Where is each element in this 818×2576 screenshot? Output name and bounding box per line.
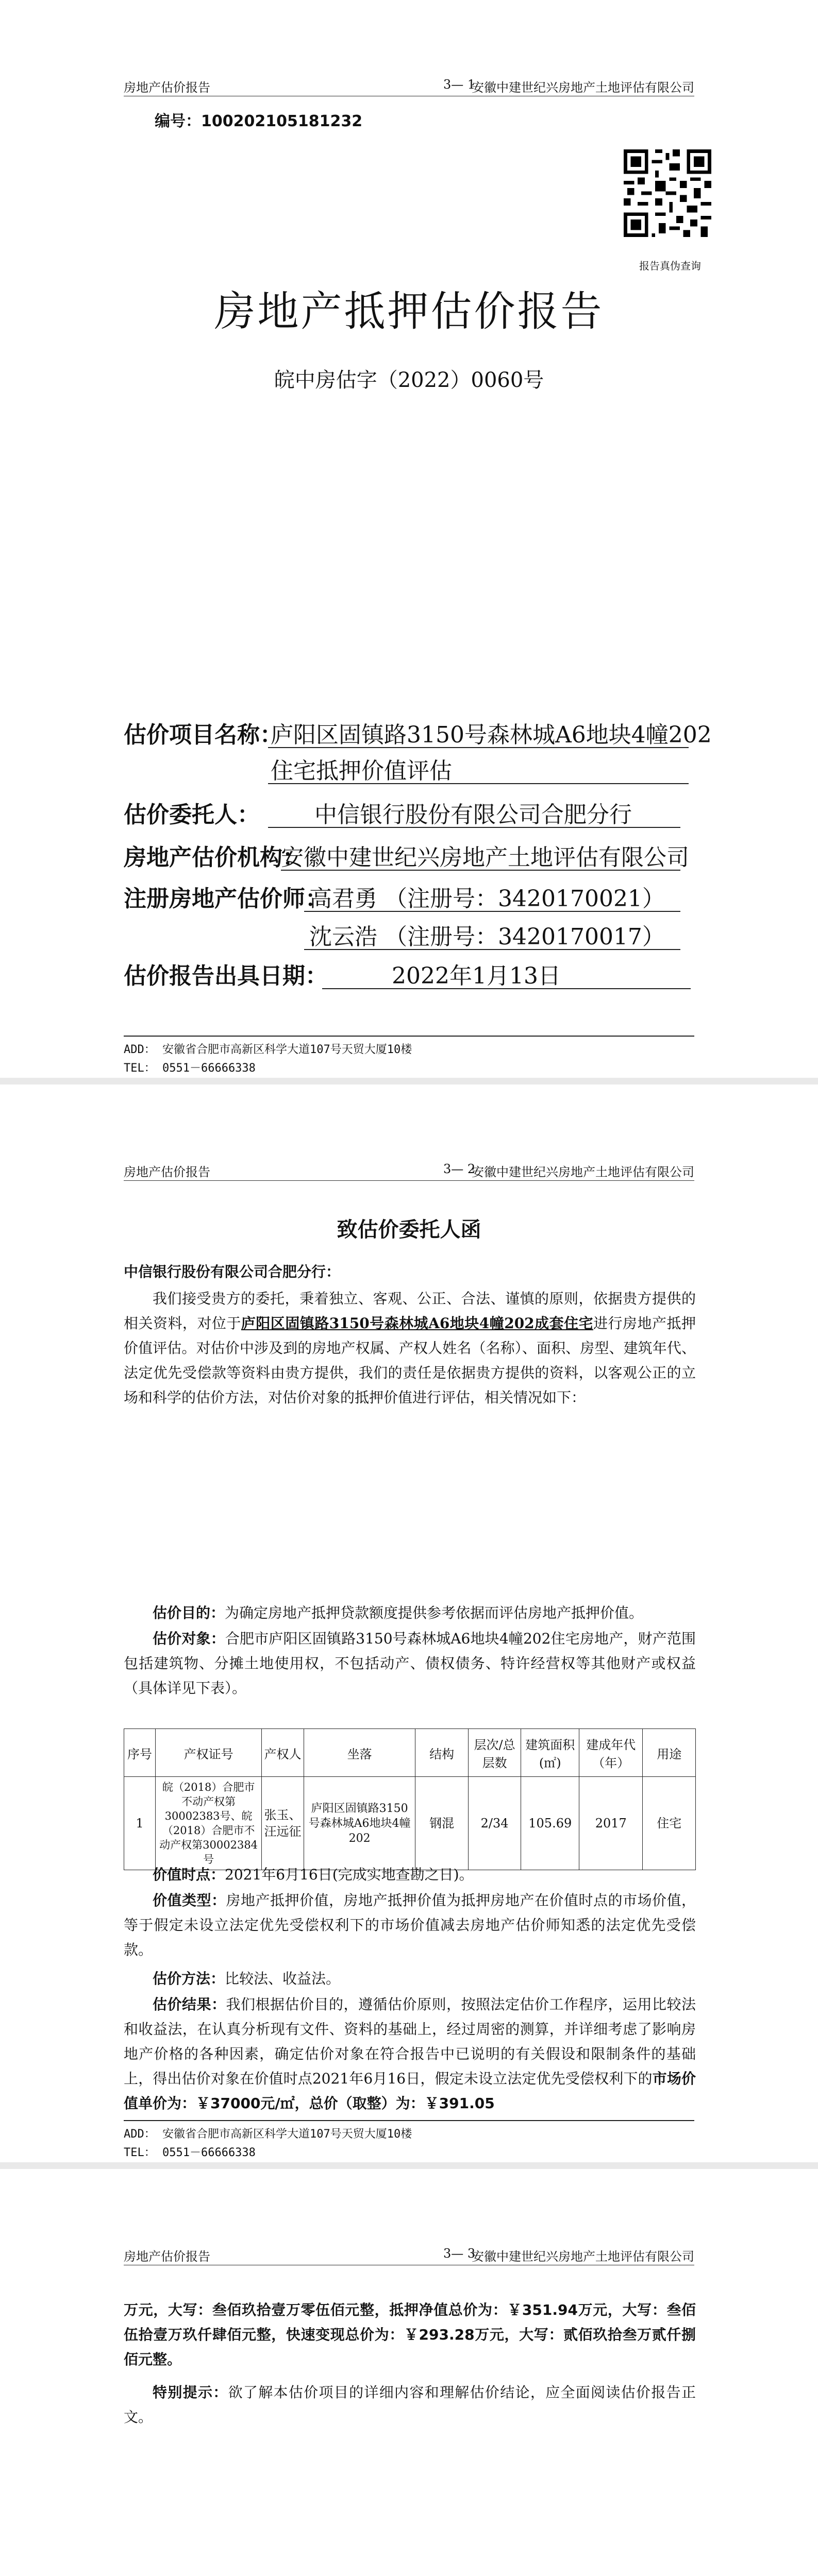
report-page-2 bbox=[0, 1084, 818, 2162]
method-label: 估价方法： bbox=[153, 1970, 225, 1987]
table-cell: 张玉、汪远征 bbox=[262, 1777, 304, 1870]
field-value: 安徽中建世纪兴房地产土地评估有限公司 bbox=[281, 844, 689, 871]
letter-result-continued: 万元，大写：叁佰玖拾壹万零伍佰元整，抵押净值总价为：￥351.94万元，大写：叁佰伍拾壹万玖仟肆佰元整，快速变现总价为：￥293.28万元，大写：贰佰玖拾叁万贰仟捌佰元整。 bbox=[124, 2301, 696, 2368]
table-header: 用途 bbox=[643, 1729, 696, 1777]
object-label: 估价对象： bbox=[153, 1630, 225, 1647]
property-table bbox=[124, 1728, 696, 1870]
header-right: 安徽中建世纪兴房地产土地评估有限公司 bbox=[472, 80, 694, 95]
field-value: 2022年1月13日 bbox=[392, 963, 561, 989]
field-value: 中信银行股份有限公司合肥分行 bbox=[314, 802, 632, 828]
table-header: 结构 bbox=[415, 1729, 469, 1777]
field-value: 高君勇 （注册号：3420170021） bbox=[309, 886, 665, 912]
intro-text-rest: 进行房地产抵押价值评估。对估价中涉及到的房地产权属、产权人姓名（名称）、面积、房型、建筑年代、法定优先受偿款等资料由贵方提供，我们的责任是依据贵方提供的资料，以客观公正的立场和科学的估价方法，对估价对象的抵押价值进行评估，相关情况如下： bbox=[124, 1315, 696, 1406]
document-number: 编号：100202105181232 bbox=[155, 112, 363, 130]
letter-addressee: 中信银行股份有限公司合肥分行： bbox=[124, 1263, 341, 1280]
field-label: 估价委托人： bbox=[124, 802, 260, 828]
letter-value-type bbox=[124, 1888, 696, 1962]
table-header: 建成年代（年） bbox=[579, 1729, 643, 1777]
field-value: 沈云浩 （注册号：3420170017） bbox=[309, 924, 665, 950]
field-underline bbox=[281, 870, 680, 871]
field-label: 注册房地产估价师： bbox=[124, 886, 328, 912]
header-left: 房地产估价报告 bbox=[124, 1165, 210, 1179]
result-text: 我们根据估价目的，遵循估价原则，按照法定估价工作程序，运用比较法和收益法，在认真分析现有文件、资料的基础上，经过周密的测算，并详细考虑了影响房地产价格的各种因素，确定估价对象在符合报告中已说明的有关假设和限制条件的基础上，得出估价对象在价值时点2021年6月16日，假定未设立法定优先受偿权利下的 bbox=[124, 1996, 696, 2087]
header-left: 房地产估价报告 bbox=[124, 80, 210, 95]
intro-address: 庐阳区固镇路3150号森林城A6地块4幢202成套住宅 bbox=[241, 1315, 594, 1332]
table-cell: 庐阳区固镇路3150号森林城A6地块4幢202 bbox=[304, 1777, 415, 1870]
field-underline bbox=[322, 988, 691, 989]
table-header-row bbox=[124, 1729, 696, 1777]
header-right: 安徽中建世纪兴房地产土地评估有限公司 bbox=[472, 1165, 694, 1179]
footer-divider bbox=[124, 1036, 694, 1037]
report-title: 房地产抵押估价报告 bbox=[214, 287, 604, 335]
table-cell: 1 bbox=[124, 1777, 156, 1870]
result-unit-price: 市场价值单价为：￥37000元/㎡，总价（取整）为：￥391.05 bbox=[124, 2070, 696, 2112]
footer bbox=[124, 2125, 412, 2162]
letter-object bbox=[124, 1626, 696, 1701]
letter-tip bbox=[124, 2380, 696, 2430]
field-underline bbox=[268, 827, 680, 828]
table-cell: 105.69 bbox=[521, 1777, 579, 1870]
table-cell: 钢混 bbox=[415, 1777, 469, 1870]
table-cell: 2/34 bbox=[468, 1777, 521, 1870]
intro-text: 我们接受贵方的委托，秉着独立、客观、公正、合法、谨慎的原则，依据贵方提供的相关资料，对位于 bbox=[124, 1290, 696, 1332]
letter-paragraph-intro bbox=[124, 1286, 696, 1410]
field-value: 庐阳区固镇路3150号森林城A6地块4幢202 bbox=[271, 722, 712, 748]
page-number: 3— 2 bbox=[443, 1162, 476, 1176]
time-text: 2021年6月16日(完成实地查勘之日)。 bbox=[225, 1866, 474, 1883]
table-header: 层次/总层数 bbox=[468, 1729, 521, 1777]
tip-text: 欲了解本估价项目的详细内容和理解估价结论，应全面阅读估价报告正文。 bbox=[124, 2384, 696, 2426]
qr-code-icon[interactable] bbox=[624, 149, 711, 237]
table-header: 建筑面积(㎡) bbox=[521, 1729, 579, 1777]
field-label: 房地产估价机构： bbox=[124, 844, 305, 871]
report-subtitle: 皖中房估字（2022）0060号 bbox=[274, 368, 544, 392]
result-label: 估价结果： bbox=[153, 1996, 226, 2013]
qr-caption: 报告真伪查询 bbox=[639, 260, 701, 272]
table-cell: 2017 bbox=[579, 1777, 643, 1870]
letter-result bbox=[124, 1992, 696, 2116]
field-label: 估价报告出具日期： bbox=[124, 963, 328, 989]
letter-method bbox=[124, 1967, 696, 1991]
header-right: 安徽中建世纪兴房地产土地评估有限公司 bbox=[472, 2249, 694, 2264]
letter-value-time bbox=[124, 1862, 696, 1887]
field-underline bbox=[268, 747, 689, 748]
type-text: 房地产抵押价值，房地产抵押价值为抵押房地产在价值时点的市场价值，等于假定未设立法定优先受偿权利下的市场价值减去房地产估价师知悉的法定优先受偿款。 bbox=[124, 1892, 696, 1958]
report-page-3 bbox=[0, 2169, 818, 2576]
field-underline bbox=[304, 949, 680, 950]
purpose-text: 为确定房地产抵押贷款额度提供参考依据而评估房地产抵押价值。 bbox=[225, 1604, 644, 1621]
table-cell: 住宅 bbox=[643, 1777, 696, 1870]
field-underline bbox=[304, 911, 680, 912]
table-row bbox=[124, 1777, 696, 1870]
letter-purpose bbox=[124, 1601, 696, 1625]
table-header: 产权证号 bbox=[156, 1729, 262, 1777]
footer-divider bbox=[124, 2120, 694, 2121]
table-header: 序号 bbox=[124, 1729, 156, 1777]
footer-tel: TEL： 0551－66666338 bbox=[124, 1062, 256, 1075]
field-label: 估价项目名称： bbox=[124, 722, 282, 748]
header-divider bbox=[124, 1180, 694, 1181]
footer bbox=[124, 1041, 412, 1078]
tip-label: 特别提示： bbox=[153, 2384, 228, 2401]
footer-address: ADD： 安徽省合肥市高新区科学大道107号天贸大厦10楼 bbox=[124, 1043, 412, 1056]
field-underline bbox=[268, 783, 689, 784]
header-left: 房地产估价报告 bbox=[124, 2249, 210, 2264]
table-header: 产权人 bbox=[262, 1729, 304, 1777]
field-value: 住宅抵押价值评估 bbox=[271, 758, 452, 784]
letter-title: 致估价委托人函 bbox=[337, 1218, 481, 1242]
purpose-label: 估价目的： bbox=[153, 1604, 225, 1621]
type-label: 价值类型： bbox=[153, 1892, 226, 1909]
time-label: 价值时点： bbox=[153, 1866, 225, 1883]
footer-tel: TEL： 0551－66666338 bbox=[124, 2146, 256, 2159]
page-number: 3— 3 bbox=[443, 2246, 476, 2261]
footer-address: ADD： 安徽省合肥市高新区科学大道107号天贸大厦10楼 bbox=[124, 2128, 412, 2141]
object-text: 合肥市庐阳区固镇路3150号森林城A6地块4幢202住宅房地产，财产范围包括建筑物、分摊土地使用权，不包括动产、债权债务、特许经营权等其他财产或权益（具体详见下表）。 bbox=[124, 1630, 696, 1697]
page-number: 3— 1 bbox=[443, 77, 476, 92]
method-text: 比较法、收益法。 bbox=[225, 1970, 341, 1987]
report-page-1 bbox=[0, 0, 818, 1078]
table-header: 坐落 bbox=[304, 1729, 415, 1777]
table-cell: 皖（2018）合肥市不动产权第30002383号、皖（2018）合肥市不动产权第30002384号 bbox=[156, 1777, 262, 1870]
